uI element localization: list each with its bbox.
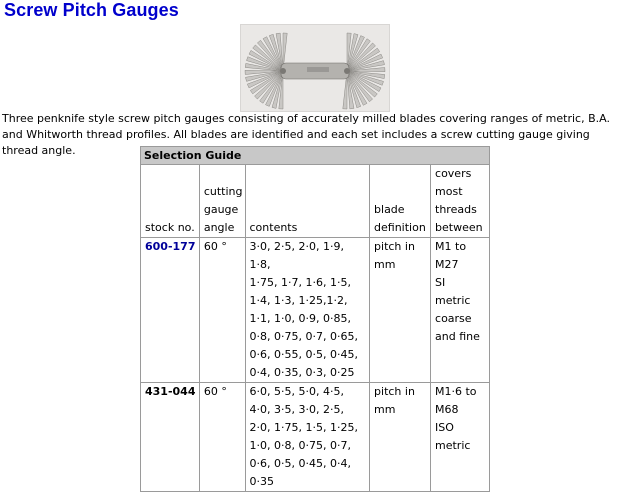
covers-line: metric — [435, 439, 471, 452]
covers-line: coarse — [435, 312, 472, 325]
header-blade — [370, 165, 431, 238]
stock-link[interactable]: 600-177 — [145, 240, 196, 253]
header-row — [141, 165, 490, 238]
blade-cell — [370, 383, 431, 492]
covers-line: and fine — [435, 330, 480, 343]
covers-line: metric — [435, 294, 471, 307]
header-contents: contents — [245, 165, 370, 238]
contents-line: 1·0, 0·8, 0·75, 0·7, — [249, 439, 351, 452]
contents-line: 0·6, 0·55, 0·5, 0·45, — [249, 348, 358, 361]
header-covers-line: between — [435, 221, 483, 234]
stock-cell — [141, 383, 200, 492]
selection-guide-table — [140, 146, 490, 492]
covers-line: M1 to — [435, 240, 467, 253]
product-photo — [240, 24, 390, 112]
stock-cell — [141, 238, 200, 383]
contents-line: 0·35 — [249, 475, 274, 488]
blade-cell — [370, 238, 431, 383]
header-stock: stock no. — [141, 165, 200, 238]
covers-line: M1·6 to — [435, 385, 477, 398]
header-covers — [431, 165, 490, 238]
contents-line: 6·0, 5·5, 5·0, 4·5, — [249, 385, 344, 398]
contents-line: 1·4, 1·3, 1·25,1·2, — [249, 294, 348, 307]
table-row — [141, 238, 490, 383]
covers-line: M27 — [435, 258, 459, 271]
contents-line: 1·1, 1·0, 0·9, 0·85, — [249, 312, 351, 325]
table-row — [141, 383, 490, 492]
angle-cell: 60 ° — [199, 238, 245, 383]
blade-line: mm — [374, 403, 396, 416]
blade-line: pitch in — [374, 240, 415, 253]
covers-line: ISO — [435, 421, 454, 434]
blade-line: pitch in — [374, 385, 415, 398]
covers-cell — [431, 383, 490, 492]
contents-line: 0·8, 0·75, 0·7, 0·65, — [249, 330, 358, 343]
contents-cell — [245, 238, 370, 383]
blade-line: mm — [374, 258, 396, 271]
contents-line: 4·0, 3·5, 3·0, 2·5, — [249, 403, 344, 416]
header-covers-line: threads — [435, 203, 477, 216]
contents-line: 0·6, 0·5, 0·45, 0·4, — [249, 457, 351, 470]
header-angle — [199, 165, 245, 238]
covers-line: SI — [435, 276, 446, 289]
header-covers-line: most — [435, 185, 463, 198]
intro-paragraph: Three penknife style screw pitch gauges consisting of accurately milled blades covering ranges of metric, B.A. and Whitworth thread profiles. All blades are identified and each set includes a screw cutting gauge giving thread angle. — [2, 112, 610, 157]
header-blade-line: blade — [374, 203, 405, 216]
angle-cell: 60 ° — [199, 383, 245, 492]
header-covers-line: covers — [435, 167, 472, 180]
contents-line: 2·0, 1·75, 1·5, 1·25, — [249, 421, 358, 434]
covers-cell — [431, 238, 490, 383]
contents-line: 1·75, 1·7, 1·6, 1·5, — [249, 276, 351, 289]
contents-cell — [245, 383, 370, 492]
header-blade-line: definition — [374, 221, 426, 234]
header-angle-line: gauge — [203, 203, 239, 216]
header-angle-line: angle — [203, 221, 235, 234]
stock-number: 431-044 — [145, 385, 196, 398]
header-angle-line: cutting — [203, 185, 243, 198]
covers-line: M68 — [435, 403, 459, 416]
page-title: Screw Pitch Gauges — [4, 0, 179, 20]
table-caption: Selection Guide — [141, 147, 490, 165]
contents-line: 3·0, 2·5, 2·0, 1·9, 1·8, — [249, 240, 344, 271]
contents-line: 0·4, 0·35, 0·3, 0·25 — [249, 366, 355, 379]
